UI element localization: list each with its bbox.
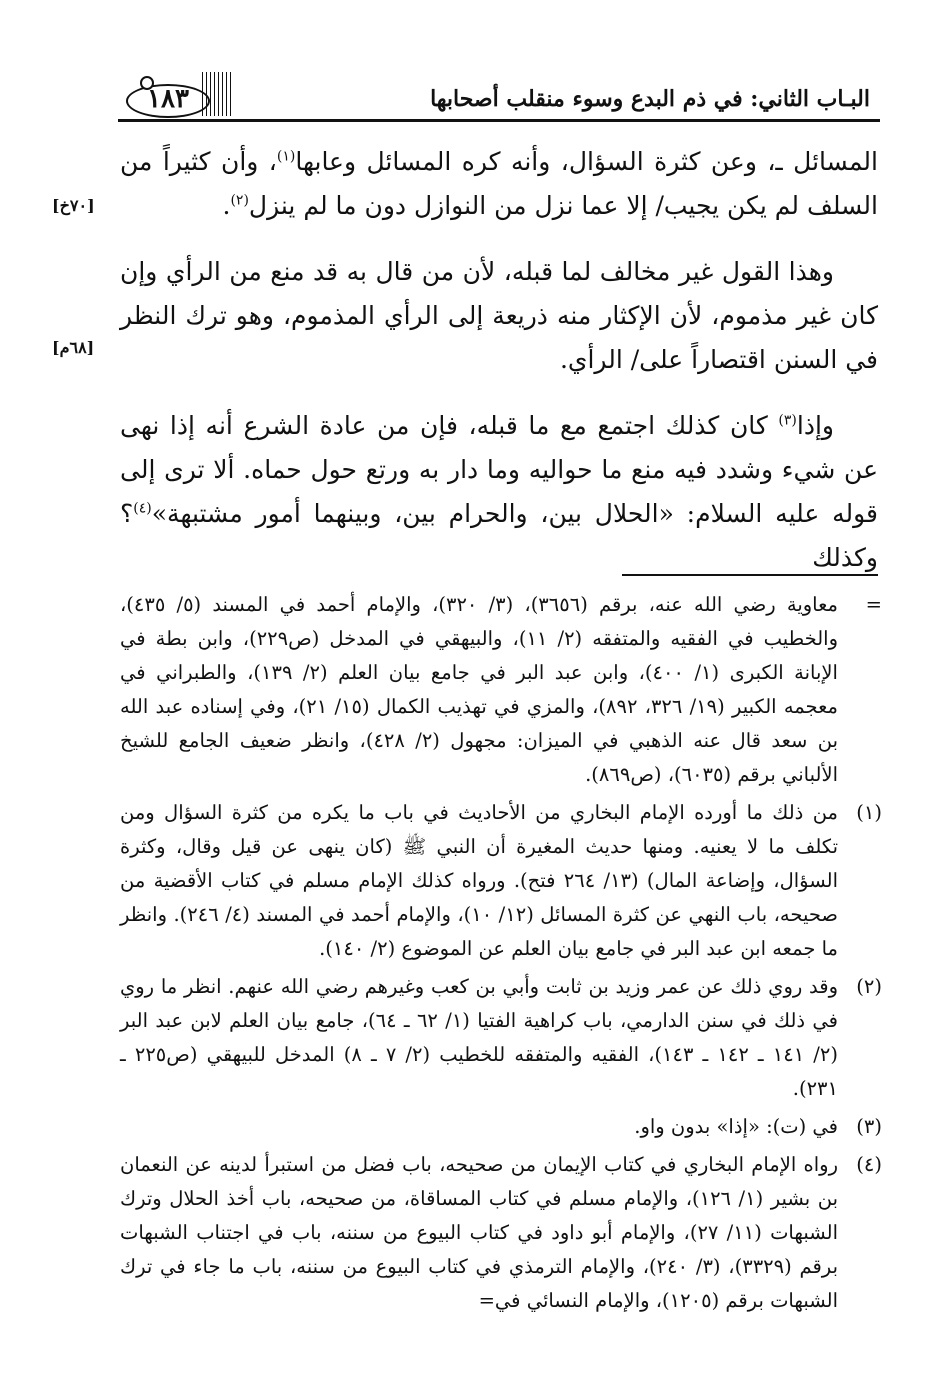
footnote [120, 970, 882, 1106]
paragraph: وهذا القول غير مخالف لما قبله، لأن من قال به قد منع من الرأي وإن كان غير مذموم، لأن الإكثار منه ذريعة إلى الرأي المذموم، وهو ترك النظر في السنن اقتصاراً على/ الرأي. [120, 257, 878, 374]
page-header [118, 66, 880, 122]
paragraph: وإذا$^{(٣)}$ كان كذلك اجتمع مع ما قبله، فإن من عادة الشرع أنه إذا نهى عن شيء وشدد فيه منع ما حواليه وما دار به ورتع حول حماه. ألا ترى إلى قوله عليه السلام: «الحلال بين، والحرام بين، وبينهما أمور مشتبهة»$^{(٤)}$؟ وكذلك [120, 411, 878, 572]
footnote-number: = [865, 593, 882, 616]
footnote [120, 1148, 882, 1318]
footnote-ref: (٢) [230, 192, 249, 209]
paragraph: المسائل ـ، وعن كثرة السؤال، وأنه كره المسائل وعابها$^{(١)}$، وأن كثيراً من السلف لم يكن يجيب/ إلا عما نزل من النوازل دون ما لم ينزل$^{(٢)}$. [120, 147, 878, 220]
page-number: ١٨٣ [147, 84, 189, 114]
footnote-ref: (٣) [778, 412, 797, 429]
footnote-ref: (١) [276, 148, 296, 165]
footnote [120, 796, 882, 966]
page-number-badge [118, 82, 230, 118]
footnotes [120, 588, 882, 1322]
footnote-text: وقد روي ذلك عن عمر وزيد بن ثابت وأبي بن كعب وغيرهم رضي الله عنهم. انظر ما روي في ذلك في سنن الدارمي، باب كراهية الفتيا (١/ ٦٢ ـ ٦٤)، جامع بيان العلم لابن عبد البر (٢/ ١٤١ ـ ١٤٢ ـ ١٤٣)، الفقيه والمتفقه للخطيب (٢/ ٧ ـ ٨) المدخل للبيهقي (ص٢٢٥ ـ ٢٣١). [120, 975, 838, 1100]
margin-note: [٧٠خ] [52, 196, 95, 215]
footnote-text: في (ت): «إذا» بدون واو. [634, 1115, 838, 1138]
footnote-number: (٢) [856, 975, 882, 998]
footnote [120, 1110, 882, 1144]
chapter-title: البـاب الثاني: في ذم البدع وسوء منقلب أصحابها [430, 86, 870, 112]
margin-note: [٦٨م] [52, 338, 95, 357]
footnote-number: (١) [856, 801, 882, 824]
footnote-ref: (٤) [133, 500, 152, 517]
main-text [120, 140, 878, 602]
footnote-text: معاوية رضي الله عنه، برقم (٣٦٥٦)، (٣/ ٣٢٠)، والإمام أحمد في المسند (٥/ ٤٣٥)، والخطيب في الفقيه والمتفقه (٢/ ١١)، والبيهقي في المدخل (ص٢٢٩)، وابن بطة في الإبانة الكبرى (١/ ٤٠٠)، وابن عبد البر في جامع بيان العلم (٢/ ١٣٩)، والطبراني في معجمه الكبير (١٩/ ٣٢٦، ٨٩٢)، والمزي في تهذيب الكمال (١٥/ ٢١)، وفي إسناده عبد الله بن سعد قال عنه الذهبي في الميزان: مجهول (٢/ ٤٢٨)، وانظر ضعيف الجامع للشيخ الألباني برقم (٦٠٣٥)، (ص٨٦٩). [120, 593, 838, 786]
header-rule [118, 119, 880, 122]
footnote-separator [622, 574, 878, 576]
footnote-text: من ذلك ما أورده الإمام البخاري من الأحاديث في باب ما يكره من كثرة السؤال ومن تكلف ما لا يعنيه. ومنها حديث المغيرة أن النبي ﷺ (كان ينهى عن قيل وقال، وكثرة السؤال، وإضاعة المال) (١٣/ ٢٦٤ فتح). ورواه كذلك الإمام مسلم في كتاب الأقضية من صحيحه، باب النهي عن كثرة المسائل (١٢/ ١٠)، والإمام أحمد في المسند (٤/ ٢٤٦). وانظر ما جمعه ابن عبد البر في جامع بيان العلم عن الموضوع (٢/ ١٤٠). [120, 801, 838, 960]
footnote-number: (٣) [856, 1115, 882, 1138]
footnote-number: (٤) [856, 1153, 882, 1176]
footnote [120, 588, 882, 792]
footnote-text: رواه الإمام البخاري في كتاب الإيمان من صحيحه، باب فضل من استبرأ لدينه عن النعمان بن بشير (١/ ١٢٦)، والإمام مسلم في كتاب المساقاة، من صحيحه، باب أخذ الحلال وترك الشبهات (١١/ ٢٧)، والإمام أبو داود في كتاب البيوع من سننه، باب في اجتناب الشبهات برقم (٣٣٢٩)، (٣/ ٢٤٠)، والإمام الترمذي في كتاب البيوع من سننه، باب ما جاء في ترك الشبهات برقم (١٢٠٥)، والإمام النسائي في= [120, 1153, 839, 1312]
